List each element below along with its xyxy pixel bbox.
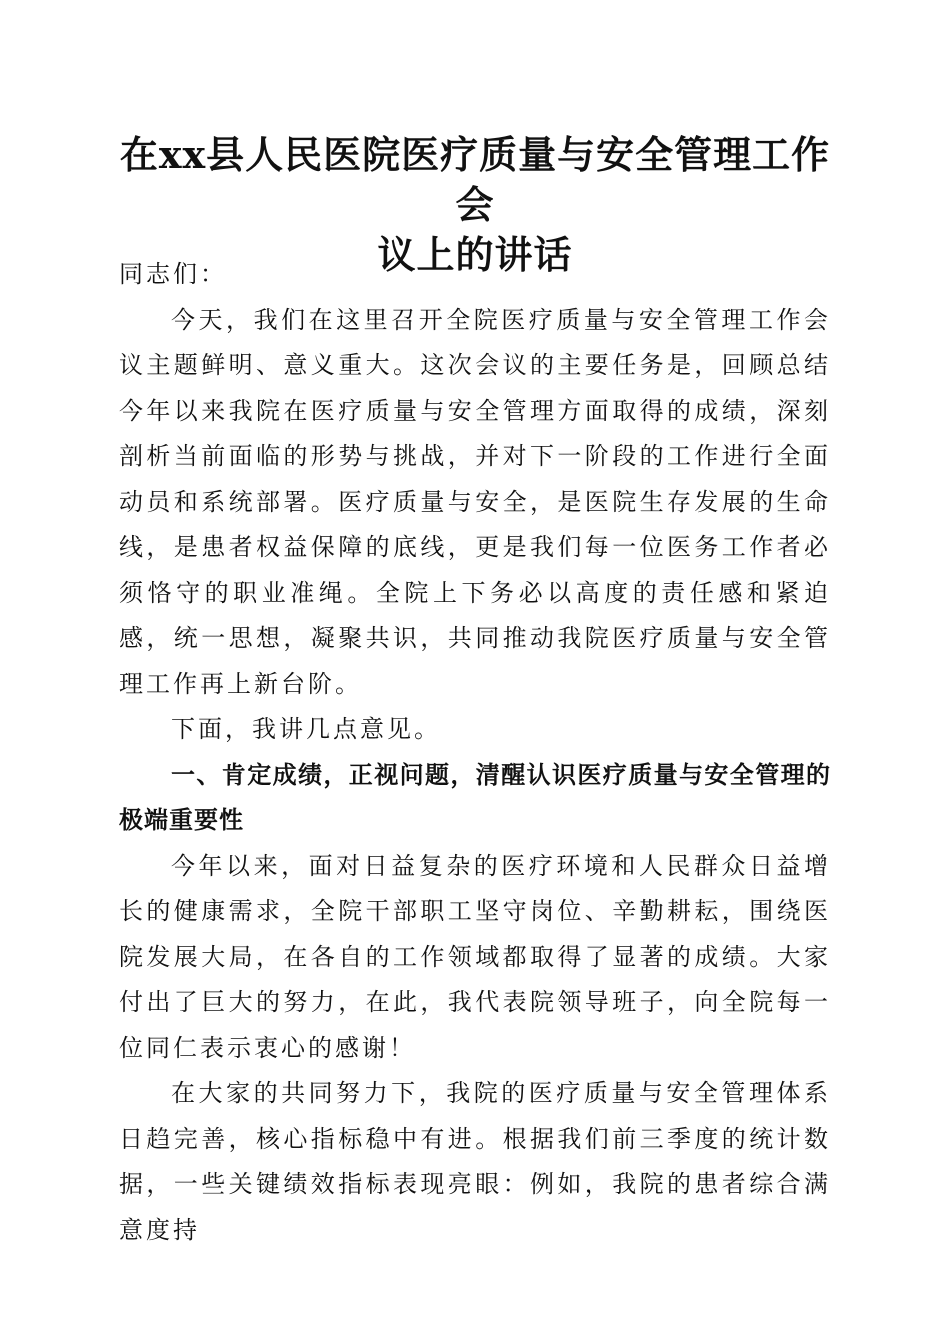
paragraph-opening: 今天，我们在这里召开全院医疗质量与安全管理工作会议主题鲜明、意义重大。这次会议的主要任务是，回顾总结今年以来我院在医疗质量与安全管理方面取得的成绩，深刻剖析当前面临的形势与挑战，并对下一阶段的工作进行全面动员和系统部署。医疗质量与安全，是医院生存发展的生命线，是患者权益保障的底线，更是我们每一位医务工作者必须恪守的职业准绳。全院上下务必以高度的责任感和紧迫感，统一思想，凝聚共识，共同推动我院医疗质量与安全管理工作再上新台阶。 (119, 305, 831, 698)
salutation: 同志们： (119, 260, 227, 288)
paragraph-indicators: 在大家的共同努力下，我院的医疗质量与安全管理体系日趋完善，核心指标稳中有进。根据我们前三季度的统计数据，一些关键绩效指标表现亮眼：例如，我院的患者综合满意度持 (119, 1079, 831, 1244)
document-body (119, 252, 831, 1253)
title-line-2: 议上的讲话 (377, 232, 573, 277)
title-line-1: 在xx县人民医院医疗质量与安全管理工作会 (119, 132, 831, 227)
paragraph-transition: 下面，我讲几点意见。 (171, 715, 441, 743)
section-heading-1: 一、肯定成绩，正视问题，清醒认识医疗质量与安全管理的极端重要性 (119, 760, 831, 834)
paragraph-achievements: 今年以来，面对日益复杂的医疗环境和人民群众日益增长的健康需求，全院干部职工坚守岗位、辛勤耕耘，围绕医院发展大局，在各自的工作领域都取得了显著的成绩。大家付出了巨大的努力，在此，我代表院领导班子，向全院每一位同仁表示衷心的感谢！ (119, 851, 831, 1062)
